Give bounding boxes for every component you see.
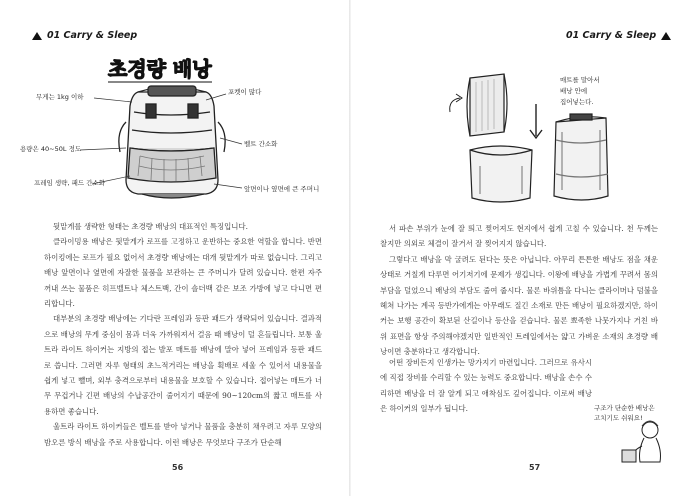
label-capacity: 용량은 40~50L 정도 — [20, 145, 82, 153]
speech-line: 구조가 단순한 배낭은 — [594, 404, 655, 412]
caption-line: 매트를 말아서 — [560, 76, 600, 84]
paragraph: 클라이밍용 배낭은 뒷맡게가 로프를 고정하고 운반하는 중요한 역할을 합니다. 반면 하이킹에는 로프가 필요 없어서 초경량 배낭에는 대개 뒷맡게가 따로 없습니다. 그리고 배낭 앞면이나 옆면에 자잘한 물품을 보관하는 큰 주머니가 달려 있습니다. 한편 자주 꺼내 쓰는 물품은 히프벨트나 체스트백, 간이 숄더백 같은 보조 가방에 넣고 다니면 편리합니다. — [44, 237, 322, 309]
right-page-body-bottom — [380, 355, 592, 417]
hiker-drawing — [622, 421, 661, 462]
right-running-head — [566, 30, 671, 41]
label-weight: 무게는 1kg 이하 — [36, 93, 84, 101]
left-page-body — [44, 219, 322, 450]
left-running-head-text: 01 Carry & Sleep — [47, 30, 138, 41]
page-number-right: 57 — [529, 463, 541, 472]
page-gutter — [349, 0, 351, 496]
paragraph: 어떤 장비든지 인생가는 망가지기 마련입니다. 그러므로 유사시에 직접 장비를 수리할 수 있는 능력도 중요합니다. 배낭을 손수 수리하면 배낭을 더 잘 알게 되고 애착심도 깊어집니다. 이로써 배낭은 하이커의 일부가 됩니다. — [380, 358, 592, 414]
right-running-head-text: 01 Carry & Sleep — [566, 30, 657, 41]
illustration-caption — [560, 75, 602, 106]
backpack-drawing — [119, 86, 225, 198]
label-belt: 벨트 간소화 — [244, 140, 278, 148]
right-page-body-top — [380, 221, 658, 360]
label-frame: 프레임 생략, 패드 간소화 — [34, 179, 106, 187]
triangle-icon — [661, 32, 671, 40]
rolled-mat-drawing — [467, 74, 507, 136]
triangle-icon — [32, 32, 42, 40]
paragraph: 서 파손 부위가 눈에 잘 띄고 찢어져도 현지에서 쉽게 고칠 수 있습니다. 천 두께는 찰지만 의외로 체결이 잘거서 잘 찢어지지 않습니다. — [380, 224, 658, 249]
speech-text — [594, 403, 657, 422]
label-mesh: 앞면이나 옆면에 큰 주머니 — [244, 185, 320, 193]
paragraph: 그렇다고 배낭을 막 굴려도 된다는 뜻은 아닙니다. 아무리 튼튼한 배낭도 점을 채운 상태로 거칠게 다루면 어기저기에 문제가 생깁니다. 이왕에 배낭을 가볍게 꾸려서 몸의 부담을 덜었으니 배낭의 부담도 줄여 줍시다. 물론 바위틈을 다니는 클라이머나 덤불을 헤쳐 나가는 계곡 등반가에게는 아무래도 질긴 소재로 만든 배낭이 필요하겠지만, 하이커는 보행 공간이 확보된 산길이나 등산을 걷습니다. 물론 뾰족한 나뭇가지나 거친 바위 표면을 항상 주의해야겠지만 일반적인 트레일에서는 얇고 가벼운 소재의 초경량 배낭이면 충분하다고 생각합니다. — [380, 254, 658, 357]
speech-line: 고치기도 쉬워요! — [594, 414, 643, 422]
packed-backpack-drawing — [554, 114, 608, 200]
label-pockets: 포켓이 많다 — [228, 88, 262, 96]
mat-into-pack-illustration — [440, 70, 640, 210]
ultralight-backpack-illustration — [20, 52, 340, 212]
page-number-left: 56 — [172, 463, 184, 472]
paragraph: 울트라 라이트 하이커들은 벨트를 받아 넣거나 물품을 충분히 채우려고 자루 모양의 밤오른 방식 배낭을 주로 사용합니다. 이런 배낭은 무엇보다 구조가 단순해 — [44, 422, 322, 447]
open-pack-drawing — [470, 146, 532, 202]
left-running-head — [32, 30, 137, 41]
paragraph: 대부분의 초경량 배낭에는 기다란 프레임과 등판 패드가 생략되어 있습니다. 결과적으로 배낭의 무게 중심이 몸과 더욱 가까워져서 걸음 때 배낭이 덜 흔들립니다. 보통 울트라 라이트 하이커는 지방의 접는 발포 매트를 배낭에 말아 넣어 프레임과 등판 패드로 씁니다. 그러면 자루 형태의 초느적거리는 배낭을 획배로 세울 수 있어서 내용물을 쉽게 넣고 뺄며, 외부 충격으로부터 내용물을 보호할 수 있습니다. 접어넣는 매트가 너무 무겁거나 긴편 배낭의 수납공간이 줄어지기 때문에 90~120cm의 짧고 매트를 사용하면 좋습니다. — [44, 314, 322, 416]
illustration-title: 초경량 배낭 — [108, 57, 212, 81]
caption-line: 배낭 안에 — [560, 87, 588, 95]
caption-line: 집어넣는다. — [560, 98, 594, 106]
paragraph: 뒷맡게를 생략한 형태는 초경량 배낭의 대표적인 특징입니다. — [53, 222, 248, 231]
hiker-repairing-illustration — [594, 400, 674, 466]
